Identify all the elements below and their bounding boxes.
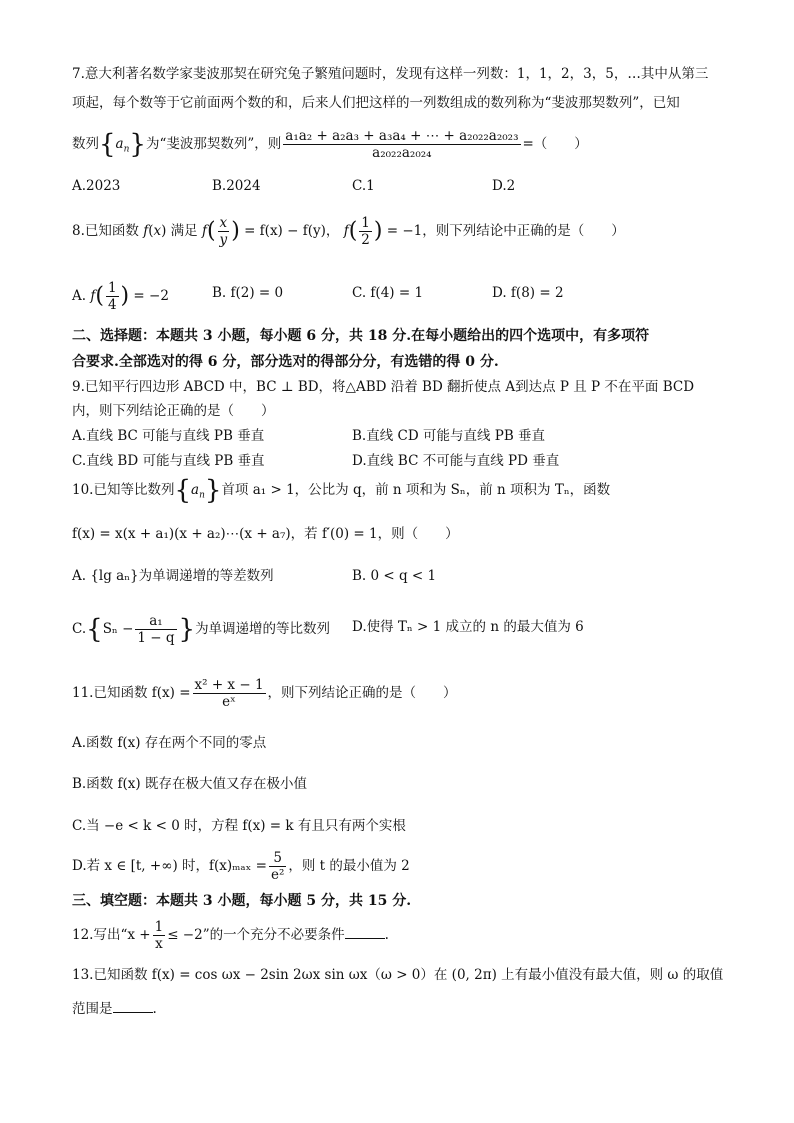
q10-line2: f(x) = x(x + a₁)(x + a₂)⋯(x + a₇)，若 f′(0) = 1，则（ ） xyxy=(72,526,459,542)
q8-cond: = −1，则下列结论中正确的是（ ） xyxy=(386,223,625,239)
q11-option-d-pre: D.若 x ∈ [t, +∞) 时，f(x)ₘₐₓ = xyxy=(72,858,267,874)
q8-option-a: A. f( $\frac{1}{4}$ ) = −2 xyxy=(72,280,169,313)
q12-den: x xyxy=(155,936,163,952)
q11-stem xyxy=(72,677,457,710)
q7-text: 数列 xyxy=(72,136,99,152)
q8-stem: 8.已知函数 f(x) 满足 f( $\frac{x}{y}$ ) = f(x) − f(y)， f( $\frac{1}{2}$ ) = −1，则下列结论中正确的是（ ） xyxy=(72,215,625,248)
q12-answer-blank xyxy=(345,926,385,939)
q7-text-mid: 为“斐波那契数列”，则 xyxy=(145,136,282,152)
q12-pre: 12.写出“x + xyxy=(72,927,151,943)
q13-line1: 13.已知函数 f(x) = cos ωx − 2sin 2ωx sin ωx（ω > 0）在 (0, 2π) 上有最小值没有最大值，则 ω 的取值 xyxy=(72,967,724,983)
q11-post: ，则下列结论正确的是（ ） xyxy=(267,685,457,701)
q8-option-d: D. f(8) = 2 xyxy=(492,285,564,301)
q7-option-d: D.2 xyxy=(492,178,516,194)
section3-heading: 三、填空题：本题共 3 小题，每小题 5 分，共 15 分. xyxy=(72,893,412,909)
q10-option-a: A. {lg aₙ}为单调递增的等差数列 xyxy=(72,568,274,584)
q12-num: 1 xyxy=(154,919,164,935)
q9-option-a: A.直线 BC 可能与直线 PB 垂直 xyxy=(72,428,265,444)
q11-option-a: A.函数 f(x) 存在两个不同的零点 xyxy=(72,735,267,751)
q8-option-b: B. f(2) = 0 xyxy=(212,285,284,301)
q10-option-c-pre: C. xyxy=(72,621,87,637)
q13-line2-pre: 范围是 xyxy=(72,1001,113,1017)
q9-option-d: D.直线 BC 不可能与直线 PD 垂直 xyxy=(352,453,560,469)
q10-option-b: B. 0 < q < 1 xyxy=(352,568,437,584)
q7-option-a: A.2023 xyxy=(72,178,121,194)
q7-line1: 7.意大利著名数学家斐波那契在研究兔子繁殖问题时，发现有这样一列数：1，1，2，3，5，…其中从第三 xyxy=(72,66,709,82)
q11-option-d-den: e² xyxy=(270,867,285,883)
q13-line2-end: . xyxy=(152,1001,157,1017)
q7-tail: =（ ） xyxy=(522,136,588,152)
q11-num: x² + x − 1 xyxy=(194,677,264,693)
q11-pre: 11.已知函数 f(x) = xyxy=(72,685,191,701)
q10-option-c: C.{Sₙ − $\frac{\text{a₁}}{1 - q}$ }为单调递增的等比数列 xyxy=(72,613,331,646)
q9-option-b: B.直线 CD 可能与直线 PB 垂直 xyxy=(352,428,546,444)
q8-option-c: C. f(4) = 1 xyxy=(352,285,424,301)
q10-option-c-post: 为单调递增的等比数列 xyxy=(195,621,331,637)
q10-pre: 10.已知等比数列 xyxy=(72,482,175,498)
q9-line1: 9.已知平行四边形 ABCD 中，BC ⊥ BD，将△ABD 沿着 BD 翻折使点 A到达点 P 且 P 不在平面 BCD xyxy=(72,379,695,395)
q11-option-d-post: ，则 t 的最小值为 2 xyxy=(288,858,410,874)
q12-stem xyxy=(72,919,389,952)
q10-option-c-den: 1 − q xyxy=(137,630,175,646)
q11-den: eˣ xyxy=(222,694,236,710)
q13-line2 xyxy=(72,999,157,1019)
q12-post: ≤ −2”的一个充分不必要条件 xyxy=(167,927,345,943)
q11-option-d-num: 5 xyxy=(269,850,286,867)
q10-line1: 10.已知等比数列$\{a_n\}$首项 a₁ > 1，公比为 q，前 n 项和为 Sₙ，前 n 项积为 Tₙ，函数 xyxy=(72,475,611,506)
q10-option-c-s: Sₙ − xyxy=(102,621,134,637)
q10-post: 首项 a₁ > 1，公比为 q，前 n 项和为 Sₙ，前 n 项积为 Tₙ，函数 xyxy=(221,482,611,498)
q13-answer-blank xyxy=(113,1000,153,1013)
q11-option-d xyxy=(72,850,410,883)
q11-option-c: C.当 −e < k < 0 时，方程 f(x) = k 有且只有两个实根 xyxy=(72,818,406,834)
q7-option-b: B.2024 xyxy=(212,178,261,194)
q7-numerator: a₁a₂ + a₂a₃ + a₃a₄ + ⋯ + a₂₀₂₂a₂₀₂₃ xyxy=(285,128,519,144)
q7-option-c: C.1 xyxy=(352,178,375,194)
q8-eq: = f(x) − f(y)， xyxy=(244,223,340,239)
q7-line2: 项起，每个数等于它前面两个数的和，后来人们把这样的一列数组成的数列称为“斐波那契数列”，已知 xyxy=(72,95,680,111)
q7-denominator: a₂₀₂₂a₂₀₂₄ xyxy=(372,145,432,161)
section2-heading-line1: 二、选择题：本题共 3 小题，每小题 6 分，共 18 分.在每小题给出的四个选项中，有多项符 xyxy=(72,328,650,344)
q7-fraction xyxy=(283,128,520,161)
q9-line2: 内，则下列结论正确的是（ ） xyxy=(72,403,275,419)
q8-mid: 满足 xyxy=(170,223,198,239)
q8-pre: 8.已知函数 xyxy=(72,223,139,239)
section2-heading-line2: 合要求.全部选对的得 6 分，部分选对的得部分分，有选错的得 0 分. xyxy=(72,354,499,370)
q12-end: . xyxy=(384,927,389,943)
q8-option-a-tail: = −2 xyxy=(133,288,169,304)
q7-line3: 数列$\{a_n\}$为“斐波那契数列”，则 $\frac{\text{a₁a₂ + a₂a₃ + a₃a₄ + ⋯ + a₂₀₂₂a₂₀₂₃}}{\text{a₂₀₂₂a₂₀₂₄}}$ =（ ） xyxy=(72,128,588,161)
q10-option-d: D.使得 Tₙ > 1 成立的 n 的最大值为 6 xyxy=(352,619,584,635)
q11-option-b: B.函数 f(x) 既存在极大值又存在极小值 xyxy=(72,776,307,792)
q10-option-c-num: a₁ xyxy=(135,613,176,630)
q9-option-c: C.直线 BD 可能与直线 PB 垂直 xyxy=(72,453,265,469)
